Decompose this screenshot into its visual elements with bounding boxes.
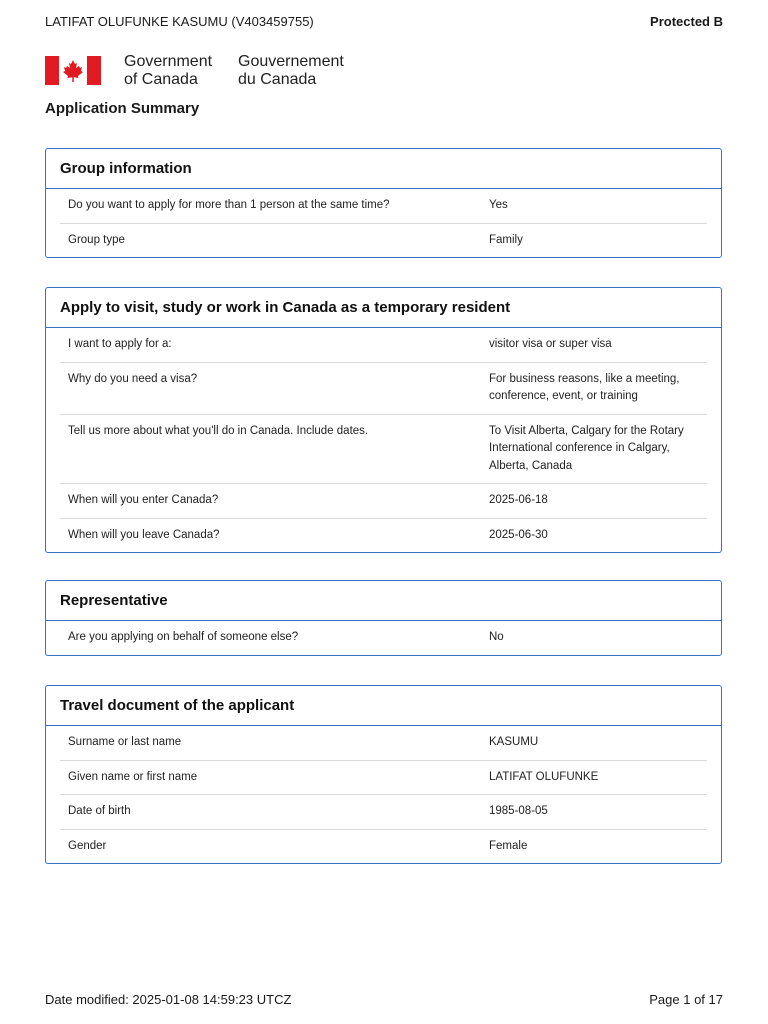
document-title: Application Summary <box>45 100 200 117</box>
answer: 2025-06-30 <box>489 528 548 541</box>
answer: To Visit Alberta, Calgary for the Rotary International conference in Calgary, Alberta, Canada <box>489 424 684 472</box>
question: Tell us more about what you'll do in Canada. Include dates. <box>68 424 369 437</box>
table-row <box>60 621 707 655</box>
table-row <box>60 519 707 553</box>
table-row <box>60 726 707 761</box>
page-header <box>45 14 723 34</box>
canada-flag-icon <box>45 56 101 85</box>
section-temporary-resident <box>45 287 722 553</box>
table-row <box>60 415 707 485</box>
date-modified: Date modified: 2025-01-08 14:59:23 UTCZ <box>45 992 292 1007</box>
page-number: Page 1 of 17 <box>649 992 723 1007</box>
answer: Yes <box>489 199 508 211</box>
table-row <box>60 795 707 830</box>
answer: For business reasons, like a meeting, conference, event, or training <box>489 372 680 402</box>
question: When will you enter Canada? <box>68 494 219 506</box>
question: Why do you need a visa? <box>68 372 198 385</box>
government-of-canada-logo <box>45 52 365 92</box>
table-row <box>60 761 707 796</box>
table-row <box>60 363 707 415</box>
question: Gender <box>68 839 107 852</box>
question: When will you leave Canada? <box>68 528 220 541</box>
table-row <box>60 328 707 363</box>
table-row <box>60 224 707 258</box>
protected-classification: Protected B <box>650 14 723 29</box>
question: Surname or last name <box>68 736 182 748</box>
section-representative <box>45 580 722 656</box>
section-title: Apply to visit, study or work in Canada as a temporary resident <box>46 288 721 328</box>
section-title: Travel document of the applicant <box>46 686 721 726</box>
section-group-information <box>45 148 722 258</box>
question: Group type <box>68 233 125 246</box>
answer: Family <box>489 233 523 246</box>
question: Do you want to apply for more than 1 person at the same time? <box>68 199 390 211</box>
section-title: Group information <box>46 149 721 189</box>
table-row <box>60 484 707 519</box>
table-row <box>60 189 707 224</box>
section-title: Representative <box>46 581 721 621</box>
answer: LATIFAT OLUFUNKE <box>489 770 599 783</box>
answer: 2025-06-18 <box>489 494 548 506</box>
section-travel-document <box>45 685 722 864</box>
answer: KASUMU <box>489 736 539 748</box>
table-row <box>60 830 707 864</box>
question: Are you applying on behalf of someone else? <box>68 631 299 643</box>
answer: Female <box>489 839 528 852</box>
question: Given name or first name <box>68 770 198 783</box>
answer: visitor visa or super visa <box>489 338 612 350</box>
answer: No <box>489 631 504 643</box>
government-of-canada-text: Government of Canada <box>124 53 213 88</box>
question: I want to apply for a: <box>68 338 172 350</box>
applicant-name-id: LATIFAT OLUFUNKE KASUMU (V403459755) <box>45 14 314 29</box>
answer: 1985-08-05 <box>489 805 548 817</box>
gouvernement-du-canada-text: Gouvernement du Canada <box>238 53 344 88</box>
question: Date of birth <box>68 805 131 817</box>
